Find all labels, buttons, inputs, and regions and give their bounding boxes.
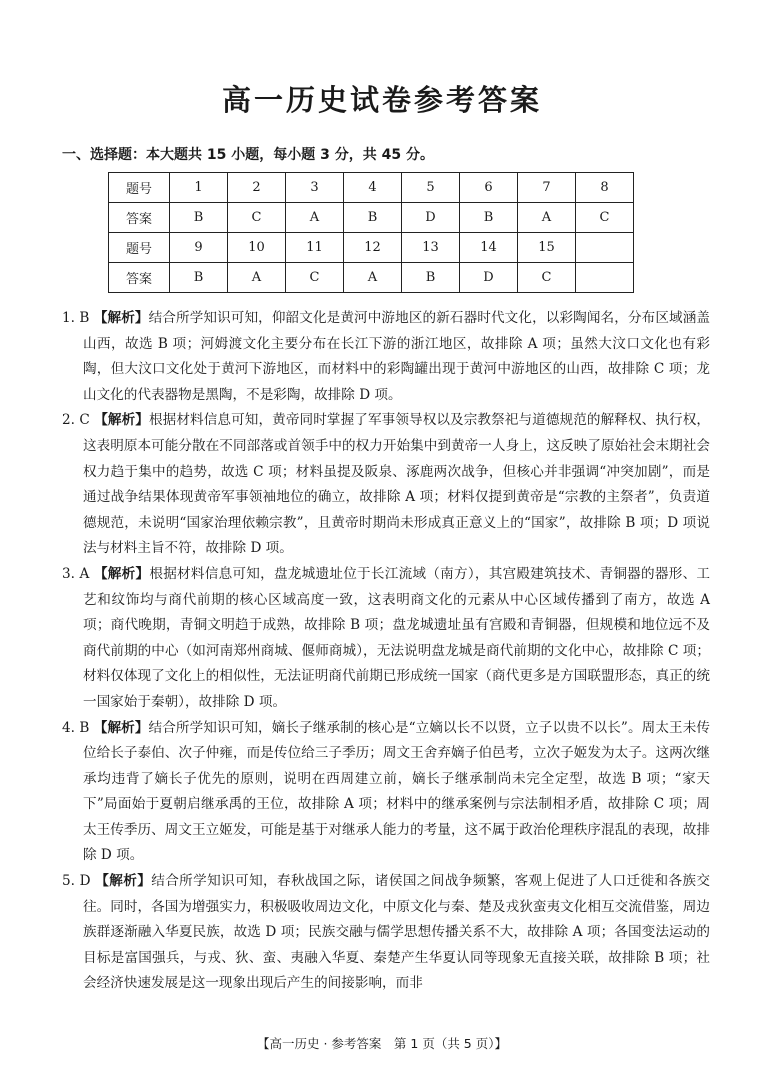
answer-cell: 3	[286, 173, 344, 203]
answer-cell: 7	[518, 173, 576, 203]
answer-cell: B	[460, 203, 518, 233]
item-number: 5. D	[62, 873, 91, 890]
analysis-tag: 【解析】	[93, 565, 150, 582]
answer-cell	[576, 263, 634, 293]
answer-cell: C	[286, 263, 344, 293]
answer-cell: A	[518, 203, 576, 233]
answer-cell: B	[170, 263, 228, 293]
item-text: 根据材料信息可知，盘龙城遗址位于长江流域（南方），其宫殿建筑技术、青铜器的器形、工艺和纹饰均与商代前期的核心区域高度一致，这表明商文化的元素从中心区域传播到了南方，故选 A 项；商代晚期，青铜文明趋于成熟，故排除 B 项；盘龙城遗址虽有宫殿和青铜器，但规模和地位远不及商代前期的中心（如河南郑州商城、偃师商城），无法说明盘龙城是商代前期的文化中心，故排除 C 项；材料仅体现了文化上的相似性，无法证明商代前期已形成统一国家（商代更多是方国联盟形态，真正的统一国家始于秦朝），故排除 D 项。	[83, 565, 711, 710]
row-header-cell: 答案	[109, 263, 170, 293]
answer-cell: 11	[286, 233, 344, 263]
answer-table-row	[109, 233, 634, 263]
answer-table-row	[109, 203, 634, 233]
item-number: 3. A	[62, 565, 90, 582]
answer-cell: 10	[228, 233, 286, 263]
answer-cell: B	[344, 203, 402, 233]
answer-cell: C	[518, 263, 576, 293]
answer-cell: 5	[402, 173, 460, 203]
item-text: 结合所学知识可知，春秋战国之际，诸侯国之间战争频繁，客观上促进了人口迁徙和各族交往。同时，各国为增强实力，积极吸收周边文化，中原文化与秦、楚及戎狄蛮夷文化相互交流借鉴，周边族群逐渐融入华夏民族，故选 D 项；民族交融与儒学思想传播关系不大，故排除 A 项；各国变法运动的目标是富国强兵，与戎、狄、蛮、夷融入华夏、秦楚产生华夏认同等现象无直接关联，故排除 B 项；社会经济快速发展是这一现象出现后产生的间接影响，而非	[83, 873, 710, 992]
answer-cell: D	[402, 203, 460, 233]
item-number: 2. C	[62, 412, 90, 429]
item-text: 结合所学知识可知，嫡长子继承制的核心是“立嫡以长不以贤，立子以贵不以长”。周太王未传位给长子泰伯、次子仲雍，而是传位给三子季历；周文王舍弃嫡子伯邑考，立次子姬发为太子。这两次继承均违背了嫡长子优先的原则，说明在西周建立前，嫡长子继承制尚未完全定型，故选 B 项；“家天下”局面始于夏朝启继承禹的王位，故排除 A 项；材料中的继承案例与宗法制相矛盾，故排除 C 项；周太王传季历、周文王立姬发，可能是基于对继承人能力的考量，这不属于政治伦理秩序混乱的表现，故排除 D 项。	[83, 719, 710, 864]
explanation-item	[62, 306, 710, 408]
explanation-item	[62, 716, 710, 870]
answer-cell: A	[228, 263, 286, 293]
item-text: 结合所学知识可知，仰韶文化是黄河中游地区的新石器时代文化，以彩陶闻名，分布区域涵盖山西，故选 B 项；河姆渡文化主要分布在长江下游的浙江地区，故排除 A 项；虽然大汶口文化也有彩陶，但大汶口文化处于黄河下游地区，而材料中的彩陶罐出现于黄河中游地区的山西，故排除 C 项；龙山文化的代表器物是黑陶，不是彩陶，故排除 D 项。	[83, 310, 711, 403]
answer-cell: 12	[344, 233, 402, 263]
page-title: 高一历史试卷参考答案	[221, 83, 542, 117]
answer-cell: 2	[228, 173, 286, 203]
analysis-tag: 【解析】	[95, 873, 152, 890]
answer-cell: 6	[460, 173, 518, 203]
explanation-item	[62, 408, 710, 562]
explanation-item	[62, 869, 710, 997]
explanation-list	[62, 306, 710, 997]
explanation-item	[62, 562, 710, 716]
answer-cell: C	[576, 203, 634, 233]
item-text: 根据材料信息可知，黄帝同时掌握了军事领导权以及宗教祭祀与道德规范的解释权、执行权，这表明原本可能分散在不同部落或首领手中的权力开始集中到黄帝一人身上，这反映了原始社会末期社会权力趋于集中的趋势，故选 C 项；材料虽提及阪泉、涿鹿两次战争，但核心并非强调“冲突加剧”，而是通过战争结果体现黄帝军事领袖地位的确立，故排除 A 项；材料仅提到黄帝是“宗教的主祭者”，负责道德规范，未说明“国家治理依赖宗教”，且黄帝时期尚未形成真正意义上的“国家”，故排除 B 项；D 项说法与材料主旨不符，故排除 D 项。	[83, 412, 711, 557]
answer-cell: 4	[344, 173, 402, 203]
answer-cell: 13	[402, 233, 460, 263]
answer-cell: B	[170, 203, 228, 233]
answer-table-row	[109, 263, 634, 293]
answer-cell: D	[460, 263, 518, 293]
answer-cell: A	[344, 263, 402, 293]
answer-table	[108, 172, 634, 293]
row-header-cell: 题号	[109, 173, 170, 203]
section-heading: 一、选择题：本大题共 15 小题，每小题 3 分，共 45 分。	[62, 147, 434, 163]
analysis-tag: 【解析】	[93, 310, 149, 326]
answer-cell: B	[402, 263, 460, 293]
analysis-tag: 【解析】	[94, 412, 149, 429]
answer-cell: 9	[170, 233, 228, 263]
answer-cell: 14	[460, 233, 518, 263]
analysis-tag: 【解析】	[93, 719, 149, 736]
row-header-cell: 答案	[109, 203, 170, 233]
answer-cell: 8	[576, 173, 634, 203]
answer-cell	[576, 233, 634, 263]
answer-cell: A	[286, 203, 344, 233]
row-header-cell: 题号	[109, 233, 170, 263]
answer-table-row	[109, 173, 634, 203]
answer-cell: 15	[518, 233, 576, 263]
answer-cell: C	[228, 203, 286, 233]
item-number: 4. B	[62, 719, 90, 736]
page-footer: 【高一历史 · 参考答案 第 1 页（共 5 页）】	[257, 1036, 507, 1051]
answer-cell: 1	[170, 173, 228, 203]
item-number: 1. B	[62, 310, 90, 326]
